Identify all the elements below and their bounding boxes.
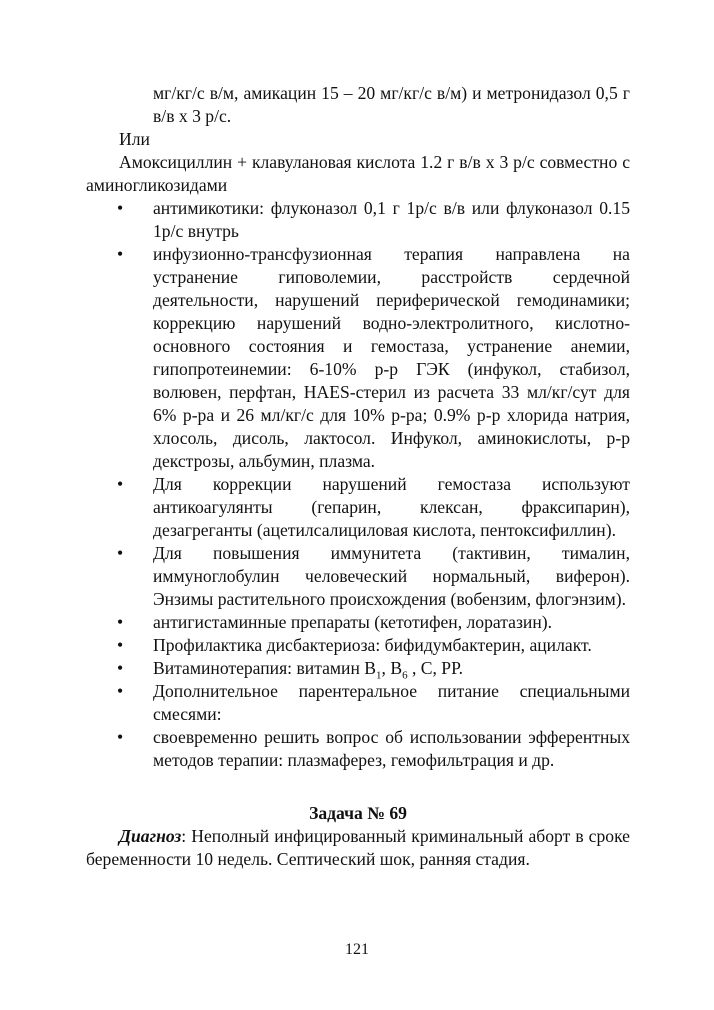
list-item-text: Для коррекции нарушений гемостаза используют антикоагулянты (гепарин, клексан, фраксипарин), дезагреганты (ацетилсалициловая кислота, пентоксифиллин).: [153, 474, 630, 540]
list-item-text: антимикотики: флуконазол 0,1 г 1р/с в/в или флуконазол 0.15 1р/с внутрь: [153, 198, 630, 241]
list-item-vitamins: [86, 657, 630, 680]
bullet-icon: •: [117, 198, 124, 218]
vitamin-subscript-1: 1: [376, 669, 382, 682]
list-item-text: Для повышения иммунитета (тактивин, тималин, иммуноглобулин человеческий нормальный, виферон). Энзимы растительного происхождения (вобензим, флогэнзим).: [153, 543, 630, 609]
list-item-text: антигистаминные препараты (кетотифен, лоратазин).: [153, 612, 552, 632]
list-item: [86, 634, 630, 657]
page-content: [86, 82, 630, 871]
list-item-text: Профилактика дисбактериоза: бифидумбактерин, ацилакт.: [153, 635, 592, 655]
list-item: [86, 611, 630, 634]
bullet-icon: •: [117, 635, 124, 655]
bullet-icon: •: [117, 474, 124, 494]
list-item: [86, 243, 630, 473]
continuation-paragraph: мг/кг/с в/м, амикацин 15 – 20 мг/кг/с в/м) и метронидазол 0,5 г в/в х 3 р/с.: [153, 83, 630, 126]
or-label: Или: [119, 129, 150, 149]
list-item-text: инфузионно-трансфузионная терапия направлена на устранение гиповолемии, расстройств сердечной деятельности, нарушений периферической гемодинамики; коррекцию нарушений водно-электролитного, кислотно-основного состояния и гемостаза, устранение анемии, гипопротеинемии: 6-10% р-р ГЭК (инфукол, стабизол, волювен, перфтан, HAES-стерил из расчета 33 мл/кг/сут для 6% р-ра и 26 мл/кг/с для 10% р-ра; 0.9% р-р хлорида натрия, хлосоль, дисоль, лактосол. Инфукол, аминокислоты, р-р декстрозы, альбумин, плазма.: [153, 244, 630, 471]
list-item-text: своевременно решить вопрос об использовании эфферентных методов терапии: плазмаферез, гемофильтрация и др.: [153, 727, 630, 770]
vitamin-prefix: Витаминотерапия: витамин В: [153, 658, 377, 678]
diagnosis-label: Диагноз: [119, 826, 182, 846]
bullet-icon: •: [117, 244, 124, 264]
list-item: [86, 542, 630, 611]
list-item: [86, 680, 630, 726]
list-item-text: Дополнительное парентеральное питание специальными смесями:: [153, 681, 630, 724]
amoxicillin-paragraph: Амоксициллин + клавулановая кислота 1.2 г в/в х 3 р/с совместно с аминогликозидами: [86, 152, 630, 195]
page-number: 121: [345, 941, 369, 958]
vitamin-mid: , В: [381, 658, 403, 678]
vitamin-suffix: , С, РР.: [407, 658, 464, 678]
treatment-list: [86, 197, 630, 772]
bullet-icon: •: [117, 612, 124, 632]
bullet-icon: •: [117, 543, 124, 563]
list-item: [86, 473, 630, 542]
bullet-icon: •: [117, 681, 124, 701]
bullet-icon: •: [117, 658, 124, 678]
vitamin-subscript-6: 6: [402, 669, 408, 682]
list-item: [86, 726, 630, 772]
bullet-icon: •: [117, 727, 124, 747]
task-heading: Задача № 69: [309, 803, 407, 823]
diagnosis-text: : Неполный инфицированный криминальный аборт в сроке беременности 10 недель. Септический шок, ранняя стадия.: [86, 826, 630, 869]
diagnosis-paragraph: [86, 825, 630, 871]
list-item: [86, 197, 630, 243]
